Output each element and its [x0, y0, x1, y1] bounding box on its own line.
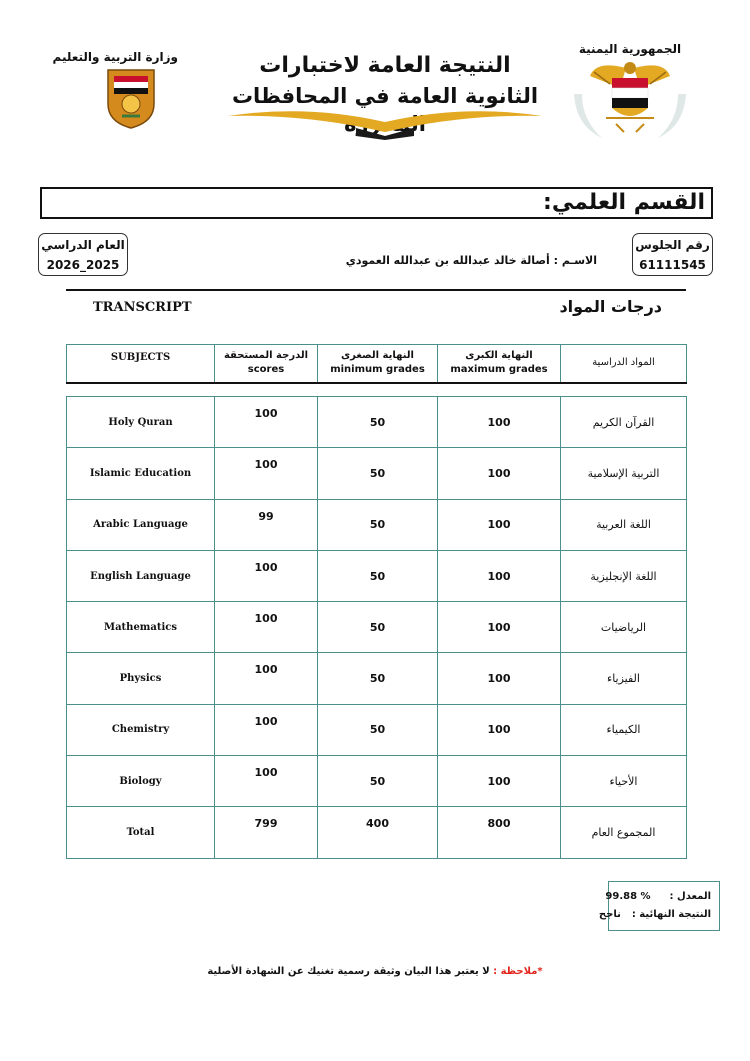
- header-scores: الدرجة المستحقة scores: [215, 345, 318, 383]
- grades-table: [66, 396, 687, 859]
- seat-number-label: رقم الجلوس: [635, 238, 710, 252]
- note-text: لا يعتبر هذا البيان وثيقة رسمية تغنيك عن الشهادة الأصلية: [207, 966, 494, 977]
- subject-score: 100: [215, 397, 318, 448]
- subject-en: Islamic Education: [67, 448, 215, 499]
- subject-ar: القرآن الكريم: [561, 397, 687, 448]
- total-label-ar: المجموع العام: [561, 807, 687, 858]
- seat-number-box: [632, 233, 713, 276]
- subject-en: Arabic Language: [67, 499, 215, 550]
- ministry-shield-icon: [104, 64, 158, 130]
- final-result-label: النتيجة النهائية :: [631, 909, 711, 920]
- subject-score: 100: [215, 653, 318, 704]
- subject-score: 99: [215, 499, 318, 550]
- subject-min: 50: [318, 397, 438, 448]
- academic-year-value: 2026_2025: [46, 258, 120, 272]
- table-row: [67, 448, 687, 499]
- subject-min: 50: [318, 499, 438, 550]
- header-maximum: النهاية الكبرى maximum grades: [438, 345, 561, 383]
- total-max: 800: [438, 807, 561, 858]
- ministry-name: وزارة التربية والتعليم: [52, 50, 178, 64]
- subject-ar: الأحياء: [561, 756, 687, 807]
- seat-number-value: 61111545: [639, 258, 706, 272]
- header-minimum: النهاية الصغرى minimum grades: [318, 345, 438, 383]
- subject-max: 100: [438, 550, 561, 601]
- subject-max: 100: [438, 448, 561, 499]
- academic-year-box: [38, 233, 128, 276]
- subject-max: 100: [438, 499, 561, 550]
- subject-en: Chemistry: [67, 704, 215, 755]
- subject-max: 100: [438, 704, 561, 755]
- table-row: [67, 499, 687, 550]
- student-name-value: أصالة خالد عبدالله بن عبدالله العمودي: [345, 254, 550, 267]
- average-row: [605, 888, 711, 906]
- header-subjects-en: SUBJECTS: [67, 345, 215, 383]
- table-row: [67, 653, 687, 704]
- title-line-1: النتيجة العامة لاختبارات: [259, 53, 511, 78]
- total-min: 400: [318, 807, 438, 858]
- subject-max: 100: [438, 756, 561, 807]
- student-name-line: [346, 254, 597, 267]
- average-label: المعدل :: [669, 891, 711, 902]
- header-subjects-ar: المواد الدراسية: [561, 345, 687, 383]
- subject-en: English Language: [67, 550, 215, 601]
- subject-ar: اللغة الإنجليزية: [561, 550, 687, 601]
- transcript-heading: TRANSCRIPT: [93, 300, 192, 315]
- subject-ar: الفيزياء: [561, 653, 687, 704]
- subject-min: 50: [318, 653, 438, 704]
- subject-score: 100: [215, 550, 318, 601]
- disclaimer-note: [0, 966, 750, 977]
- subject-min: 50: [318, 704, 438, 755]
- table-row: [67, 602, 687, 653]
- country-name: الجمهورية اليمنية: [578, 42, 682, 56]
- subject-max: 100: [438, 602, 561, 653]
- total-row: [67, 807, 687, 858]
- total-label-en: Total: [67, 807, 215, 858]
- total-score: 799: [215, 807, 318, 858]
- subject-ar: اللغة العربية: [561, 499, 687, 550]
- republic-emblem: [568, 42, 692, 142]
- subject-score: 100: [215, 448, 318, 499]
- grades-table-header: [66, 344, 687, 384]
- subject-en: Physics: [67, 653, 215, 704]
- average-value: 99.88 %: [605, 891, 651, 902]
- subject-min: 50: [318, 448, 438, 499]
- table-row: [67, 397, 687, 448]
- table-row: [67, 704, 687, 755]
- subject-min: 50: [318, 550, 438, 601]
- subject-ar: الرياضيات: [561, 602, 687, 653]
- final-result-value: ناجح: [598, 909, 621, 920]
- subject-ar: الكيمياء: [561, 704, 687, 755]
- subject-ar: التربية الإسلامية: [561, 448, 687, 499]
- table-row: [67, 756, 687, 807]
- subject-score: 100: [215, 602, 318, 653]
- student-name-label: الاسـم :: [553, 254, 597, 267]
- section-title: القسم العلمي:: [543, 190, 705, 215]
- result-box: [598, 881, 720, 931]
- open-book-icon: [226, 106, 544, 140]
- grades-heading: درجات المواد: [559, 297, 662, 316]
- ministry-logo: [52, 50, 178, 130]
- note-label: *ملاحظة :: [493, 966, 543, 977]
- subject-en: Biology: [67, 756, 215, 807]
- subject-max: 100: [438, 653, 561, 704]
- subject-max: 100: [438, 397, 561, 448]
- subject-en: Holy Quran: [67, 397, 215, 448]
- section-banner: [40, 187, 713, 219]
- subject-en: Mathematics: [67, 602, 215, 653]
- subject-score: 100: [215, 704, 318, 755]
- subject-min: 50: [318, 756, 438, 807]
- subject-score: 100: [215, 756, 318, 807]
- table-row: [67, 550, 687, 601]
- title-line-2: الثانوية العامة في المحافظات: [231, 84, 539, 108]
- eagle-emblem-icon: [568, 54, 692, 142]
- academic-year-label: العام الدراسي: [41, 238, 125, 252]
- subject-min: 50: [318, 602, 438, 653]
- final-result-row: [598, 906, 711, 924]
- section-divider: [66, 289, 686, 291]
